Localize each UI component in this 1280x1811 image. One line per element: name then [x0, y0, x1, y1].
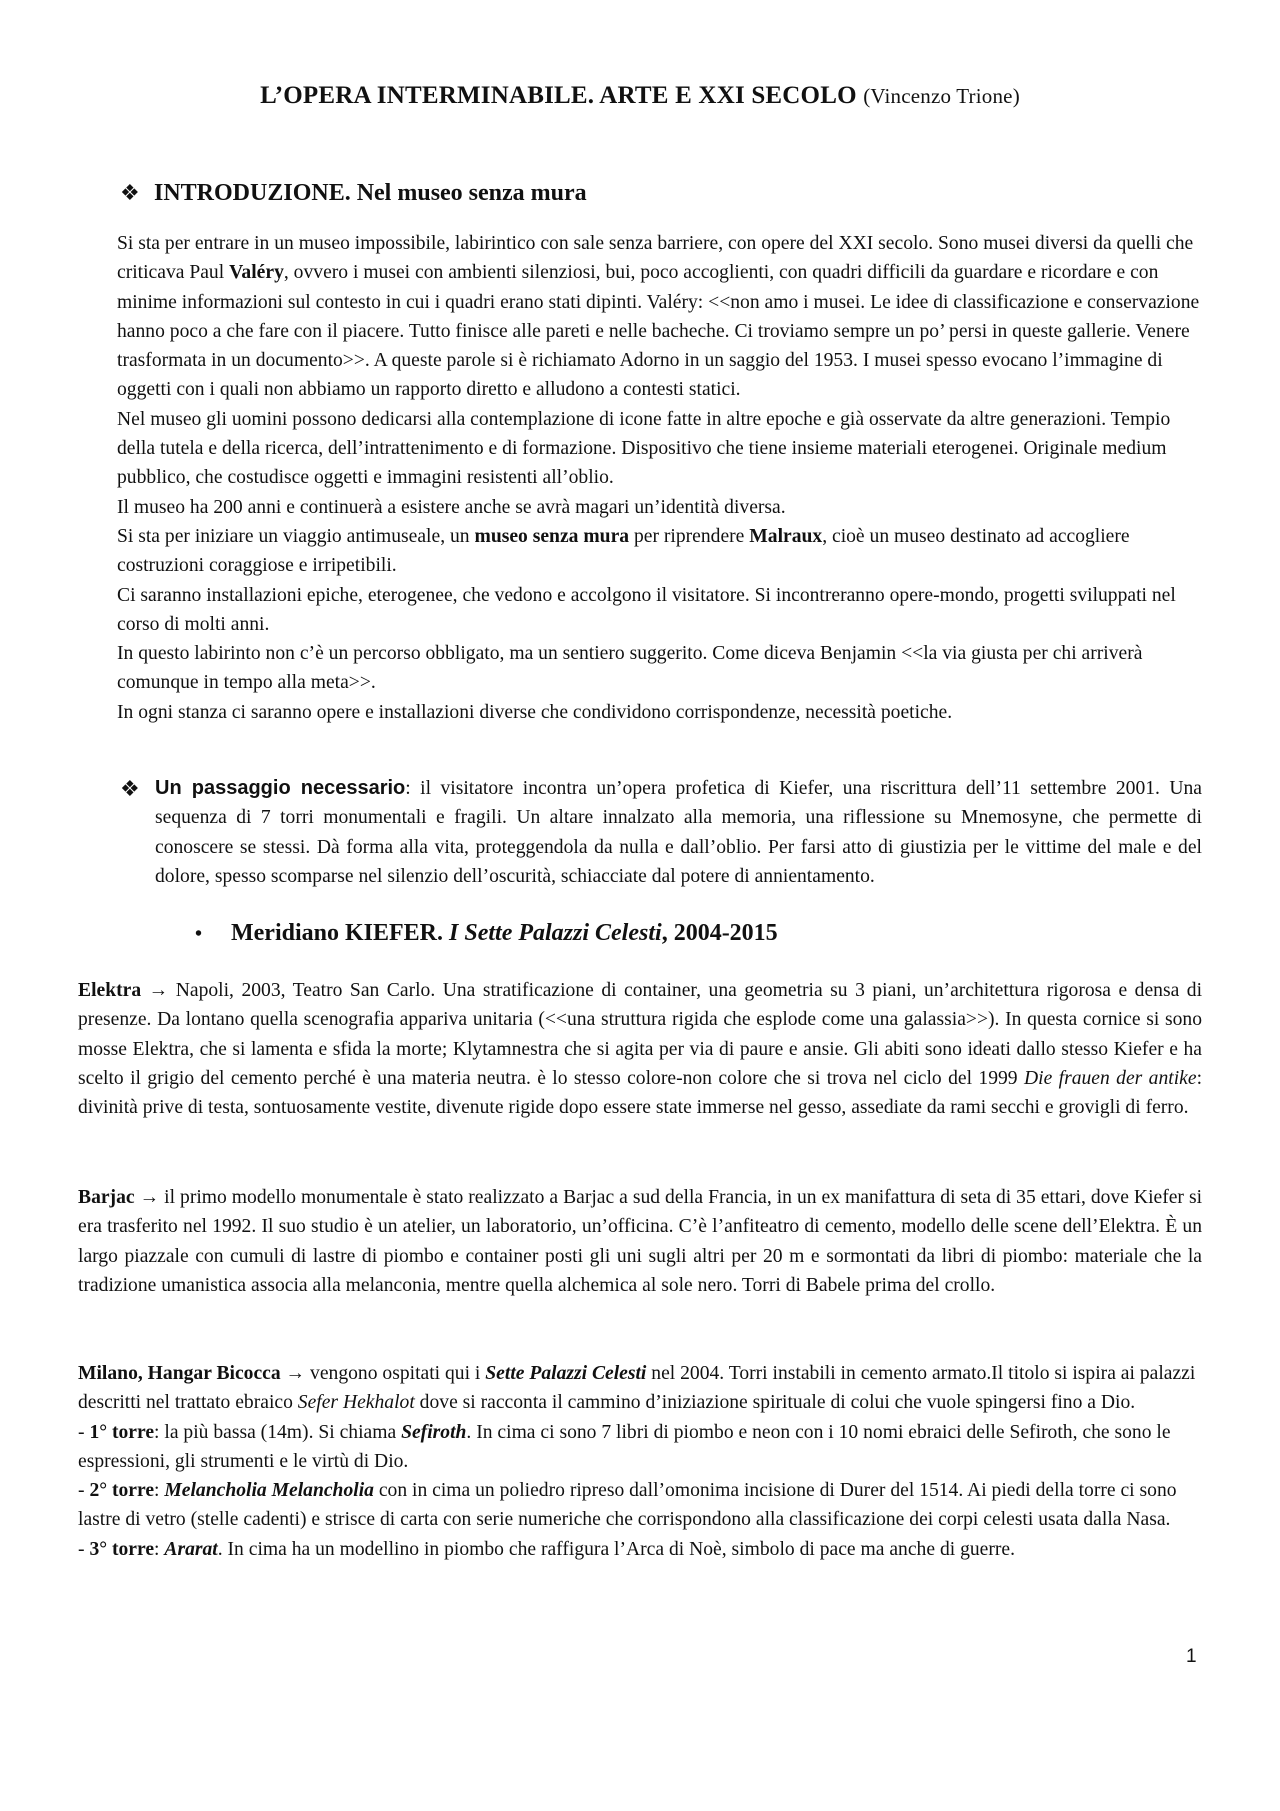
text-run: -	[78, 1421, 90, 1443]
text-run: il primo modello monumentale è stato realizzato a Barjac a sud della Francia, in un ex manifattura di seta di 35 ettari, dove Kiefer si era trasferito nel 1992. Il suo studio è un atelier, un laboratorio, un’officina. C’è l’anfiteatro di cemento, modello delle scene dell’Elektra. È un largo piazzale con cumuli di lastre di piombo e container posti gli uni sugli altri per 20 m e sormontati da libri di piombo: materiale che la tradizione umanistica associa alla melanconia, mentre quella alchemica al sole nero. Torri di Babele prima del crollo.	[78, 1187, 1203, 1296]
arrow-right-icon: →	[141, 980, 176, 1001]
section-label: Milano, Hangar Bicocca	[78, 1363, 281, 1384]
tower-label: 3° torre	[89, 1538, 155, 1560]
text-run: per riprendere	[629, 525, 750, 547]
text-run: :	[154, 1480, 165, 1502]
text-run: , cioè un museo destinato ad accogliere costruzioni coraggiose e irripetibili.	[117, 525, 1130, 577]
intro-paragraph: Nel museo gli uomini possono dedicarsi alla contemplazione di icone fatte in altre epoche e già osservate da altre generazioni. Tempio della tutela e della ricerca, dell’intrattenimento e di formazione. Dispositivo che tiene insieme materiali eterogenei. Originale medium pubblico, che costudisce oggetti e immagini resistenti all’oblio.	[117, 408, 1171, 489]
text-run: : la più bassa (14m). Si chiama	[154, 1421, 402, 1443]
text-run-bold-italic: Sette Palazzi Celesti	[485, 1363, 647, 1384]
text-run: , ovvero i musei con ambienti silenziosi, bui, poco accoglienti, con quadri difficili da guardare e ricordare e con minime informazioni sul contesto in cui i quadri erano stati dipinti. Valéry: <<non amo i musei. Le idee di classificazione e conservazione hanno poco a che fare con il piacere. Tutto finisce alle pareti e nelle bacheche. Ci troviamo sempre un po’ persi in queste gallerie. Venere trasformata in un documento>>. A queste parole si è richiamato Adorno in un saggio del 1953. I musei spesso evocano l’immagine di oggetti con i quali non abbiamo un rapporto diretto e alludono a contesti statici.	[117, 262, 1200, 401]
text-run: -	[78, 1480, 90, 1502]
text-run: : il visitatore incontra un’opera profetica di Kiefer, una riscrittura dell’11 settembre 2001. Una sequenza di 7 torri monumentali e fragili. Un altare innalzato alla memoria, una riflessione su Mnemosyne, che permette di conoscere se stessi. Dà forma alla vita, proteggendola da nulla e dall’oblio. Per farsi atto di giustizia per le vittime del male e del dolore, spesso scomparse nel silenzio dell’oscurità, schiacciate dal potere di annientamento.	[155, 778, 1203, 887]
intro-paragraph: In ogni stanza ci saranno opere e installazioni diverse che condividono corrispondenze, necessità poetiche.	[117, 701, 953, 723]
text-run: : divinità prive di testa, sontuosamente vestite, divenute rigide dopo essere state immerse nel gesso, assediate da rami secchi e grovigli di ferro.	[78, 1067, 1203, 1119]
text-run-bold-italic: Sefiroth	[401, 1421, 467, 1443]
arrow-right-icon: →	[280, 1363, 311, 1384]
text-run-bold: Valéry	[229, 262, 284, 284]
text-run: Si sta per entrare in un museo impossibile, labirintico con sale senza barriere, con opere del XXI secolo. Sono musei diversi da quelli che criticava Paul	[117, 233, 1194, 284]
elektra-paragraph	[78, 976, 1202, 1122]
text-run-bold-italic: Ararat	[164, 1538, 218, 1560]
text-run-bold-italic: Melancholia Melancholia	[164, 1480, 374, 1502]
text-run-bold: Malraux	[749, 525, 823, 547]
intro-body	[117, 229, 1202, 727]
text-run-italic: Die frauen der antike	[1023, 1067, 1197, 1089]
tower-label: 1° torre	[89, 1421, 155, 1443]
text-run: Napoli, 2003, Teatro San Carlo. Una stratificazione di container, una geometria su 3 piani, un’architettura rigorosa e densa di presenze. Da lontano quella scenografia appariva unitaria (<<una struttura rigida che esplode come una galassia>>). In questa cornice si sono mosse Elektra, che si lamenta e sfida la morte; Klytamnestra che si agita per via di paure e ansie. Gli abiti sono ideati dallo stesso Kiefer e ha scelto il grigio del cemento perché è una materia neutra. è lo stesso colore-non colore che si trova nel ciclo del 1999	[78, 980, 1203, 1089]
text-run-italic: I Sette Palazzi Celesti	[449, 920, 662, 946]
text-run: . In cima ci sono 7 libri di piombo e neon con i 10 nomi ebraici delle Sefiroth, che sono le espressioni, gli strumenti e le virtù di Dio.	[78, 1421, 1171, 1472]
text-run-bold: , 2004-2015	[661, 920, 778, 946]
milano-paragraph	[78, 1359, 1202, 1418]
title-main: L’OPERA INTERMINABILE. ARTE E XXI SECOLO	[260, 82, 857, 109]
text-run-bold: Meridiano KIEFER.	[231, 920, 450, 946]
text-run: Si sta per iniziare un viaggio antimuseale, un	[117, 525, 475, 547]
intro-paragraph: Ci saranno installazioni epiche, eterogenee, che vedono e accolgono il visitatore. Si incontreranno opere-mondo, progetti sviluppati nel corso di molti anni.	[117, 584, 1176, 635]
passaggio-section	[120, 774, 1202, 891]
document-title	[0, 82, 1280, 110]
tower-item	[78, 1418, 1202, 1477]
diamond-bullet-icon: ❖	[120, 180, 140, 205]
tower-label: 2° torre	[89, 1480, 155, 1502]
text-run: con in cima un poliedro ripreso dall’omonima incisione di Durer del 1514. Ai piedi della torre ci sono lastre di vetro (stelle cadenti) e strisce di carta con serie numeriche che corrispondono alla classificazione dei corpi celesti usata dalla Nasa.	[78, 1480, 1177, 1531]
elektra-section	[78, 976, 1202, 1122]
passaggio-text	[155, 774, 1202, 891]
text-run-bold: museo senza mura	[474, 525, 630, 547]
title-author: (Vincenzo Trione)	[863, 84, 1020, 108]
tower-item	[78, 1476, 1202, 1535]
intro-paragraph: Il museo ha 200 anni e continuerà a esistere anche se avrà magari un’identità diversa.	[117, 496, 786, 518]
text-run: vengono ospitati qui i	[310, 1363, 486, 1384]
section-label: Elektra	[78, 980, 142, 1001]
intro-paragraph	[117, 522, 1202, 581]
text-run: . In cima ha un modellino in piombo che raffigura l’Arca di Noè, simbolo di pace ma anche di guerre.	[217, 1538, 1016, 1560]
intro-heading-text: INTRODUZIONE. Nel museo senza mura	[154, 180, 587, 206]
text-run: nel 2004. Torri instabili in cemento armato.Il titolo si ispira ai palazzi descritti nel trattato ebraico	[78, 1363, 1196, 1414]
meridiano-heading	[195, 920, 778, 947]
barjac-section	[78, 1183, 1202, 1300]
intro-paragraph	[117, 229, 1202, 405]
text-run: :	[154, 1538, 165, 1560]
dot-bullet-icon: •	[195, 923, 203, 945]
barjac-paragraph	[78, 1183, 1202, 1300]
intro-heading	[120, 180, 587, 207]
intro-paragraph: In questo labirinto non c’è un percorso obbligato, ma un sentiero suggerito. Come diceva Benjamin <<la via giusta per chi arriverà comunque in tempo alla meta>>.	[117, 643, 1143, 694]
text-run-italic: Sefer Hekhalot	[297, 1392, 415, 1414]
page-number: 1	[1186, 1646, 1197, 1667]
section-label: Barjac	[78, 1187, 135, 1208]
text-run: dove si racconta il cammino d’iniziazione spirituale di colui che vuole spingersi fino a Dio.	[414, 1392, 1136, 1414]
text-run: -	[78, 1538, 90, 1560]
milano-section	[78, 1359, 1202, 1564]
tower-item	[78, 1535, 1202, 1564]
passaggio-lead: Un passaggio necessario	[155, 777, 406, 799]
diamond-bullet-icon: ❖	[120, 776, 140, 801]
arrow-right-icon: →	[134, 1187, 165, 1208]
